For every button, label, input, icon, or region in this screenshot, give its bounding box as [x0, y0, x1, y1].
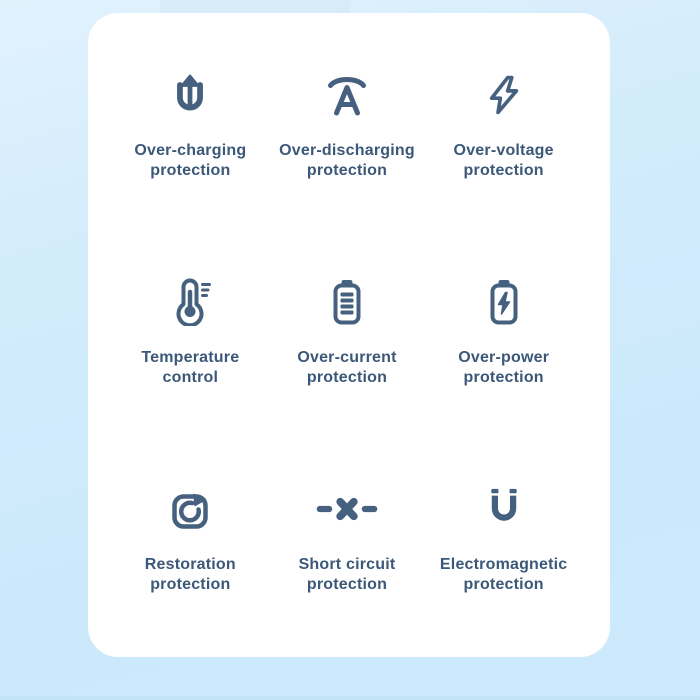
- lightning-bolt-icon: [482, 69, 526, 121]
- feature-label-line2: protection: [463, 575, 544, 593]
- feature-item-over-current: [269, 228, 426, 435]
- feature-label: [297, 348, 396, 388]
- feature-label: [145, 555, 236, 595]
- feature-label-line1: Over-voltage: [453, 141, 554, 159]
- feature-label: [458, 348, 549, 388]
- feature-label-line2: control: [162, 368, 219, 386]
- thermometer-icon: [166, 276, 214, 328]
- feature-label-line1: Over-power: [458, 348, 550, 366]
- magnet-icon: [481, 483, 527, 535]
- feature-item-temperature: [112, 228, 269, 435]
- feature-label-line2: protection: [150, 161, 231, 179]
- feature-label-line2: protection: [150, 575, 231, 593]
- feature-label: [454, 141, 554, 181]
- feature-item-electromagnetic: [425, 435, 582, 642]
- feature-label-line2: protection: [306, 368, 388, 386]
- feature-item-over-charging: [112, 21, 269, 228]
- bottom-edge-strip: [0, 696, 700, 700]
- background-photo-edge: [160, 0, 350, 13]
- feature-item-restoration: [112, 435, 269, 642]
- battery-level-icon: [323, 276, 371, 328]
- feature-label: [279, 141, 415, 181]
- battery-bolt-icon: [480, 276, 528, 328]
- feature-item-over-voltage: [425, 21, 582, 228]
- feature-label-line2: protection: [306, 575, 388, 593]
- feature-label-line1: Over-current: [297, 348, 397, 366]
- feature-item-short-circuit: [269, 435, 426, 642]
- feature-label-line1: Over-charging: [134, 141, 247, 159]
- feature-label: [134, 141, 246, 181]
- arc-over-a-icon: [321, 69, 373, 121]
- short-circuit-x-icon: [316, 483, 378, 535]
- feature-item-over-discharging: [269, 21, 426, 228]
- feature-label-line1: Short circuit: [298, 555, 396, 573]
- feature-label-line2: protection: [463, 368, 544, 386]
- eject-up-arrow-icon: [167, 69, 213, 121]
- refresh-square-icon: [166, 483, 214, 535]
- feature-label-line1: Restoration: [144, 555, 236, 573]
- feature-label-line1: Temperature: [141, 348, 240, 366]
- feature-item-over-power: [425, 228, 582, 435]
- feature-label: [141, 348, 239, 388]
- features-card: [88, 13, 610, 657]
- feature-label-line1: Over-discharging: [279, 141, 415, 159]
- feature-label: [440, 555, 567, 595]
- feature-label-line2: protection: [463, 161, 544, 179]
- feature-label: [299, 555, 396, 595]
- feature-label-line1: Electromagnetic: [439, 555, 568, 573]
- feature-label-line2: protection: [306, 161, 388, 179]
